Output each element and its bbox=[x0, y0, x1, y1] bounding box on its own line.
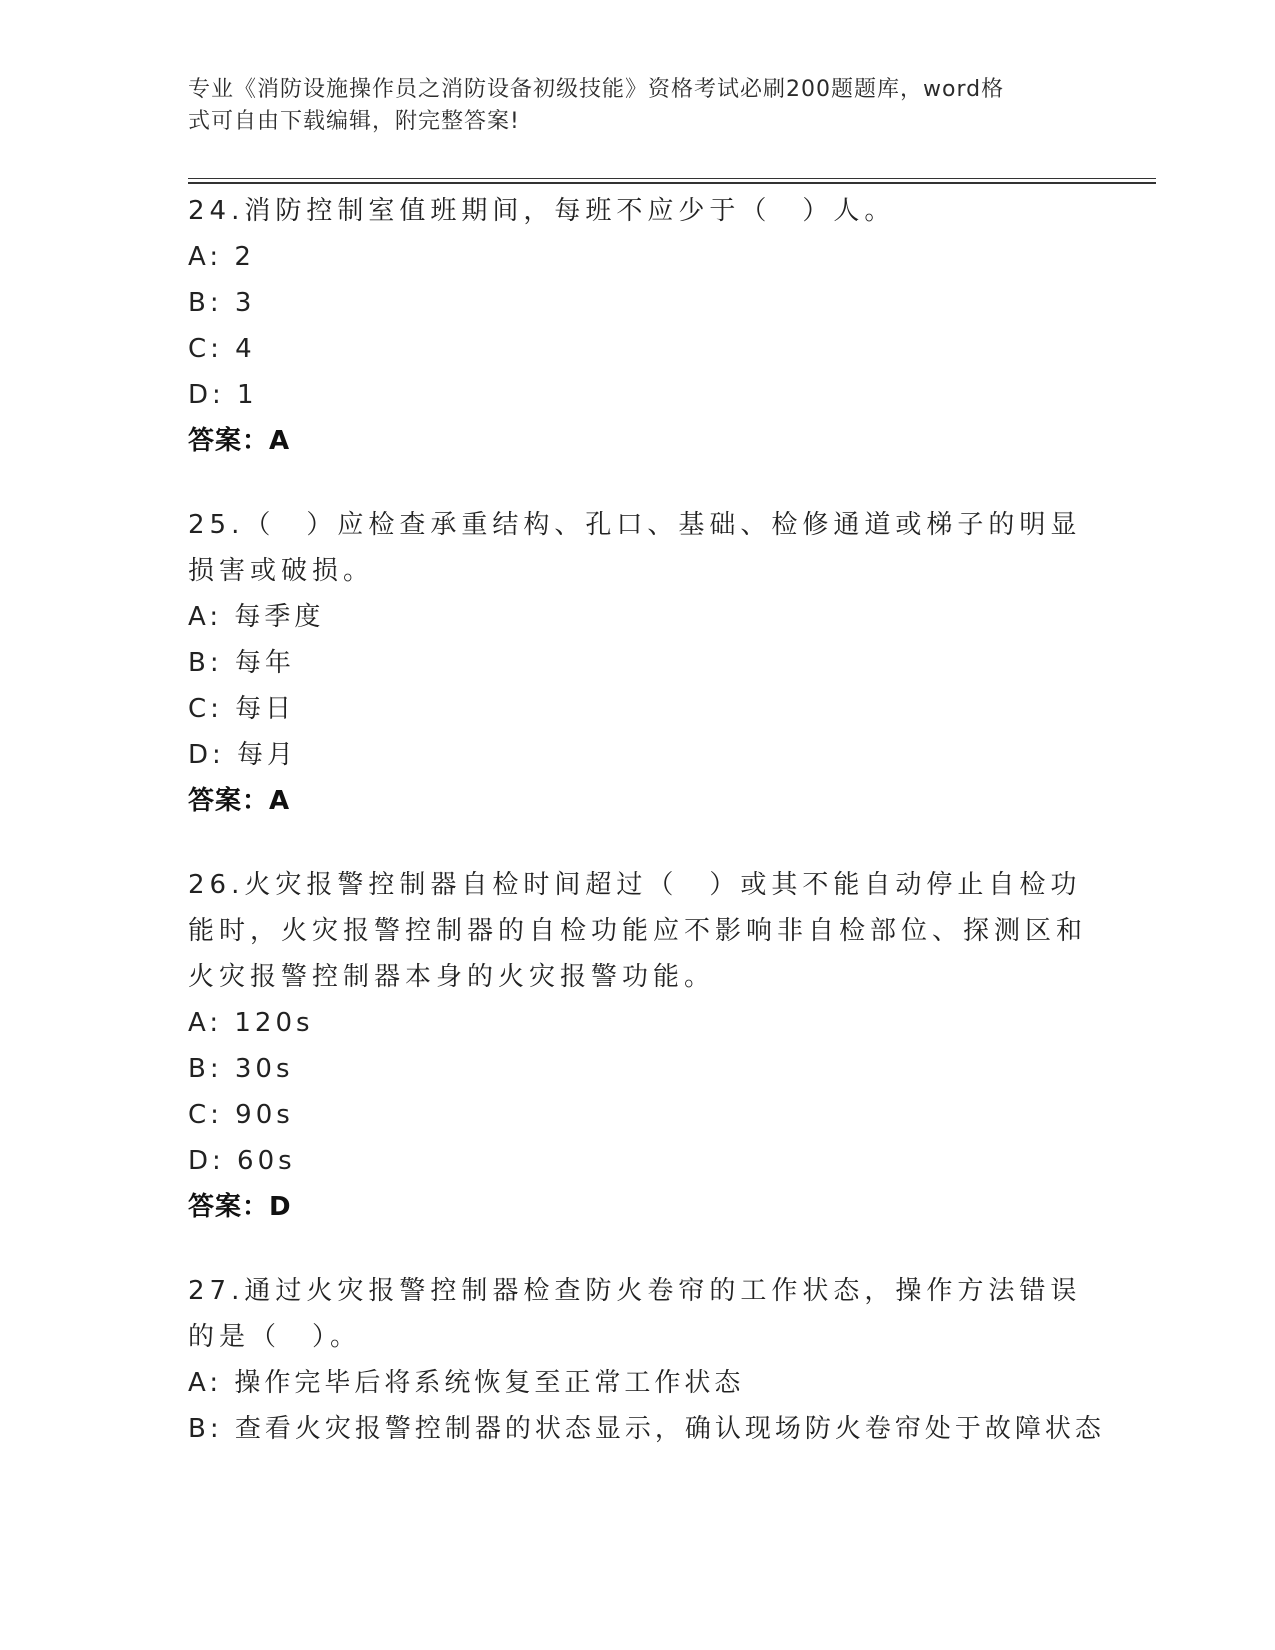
question-text: 27.通过火灾报警控制器检查防火卷帘的工作状态，操作方法错误的是（ ）。 bbox=[188, 1276, 1082, 1352]
option-d: D: 60s bbox=[188, 1146, 296, 1176]
question-27 bbox=[188, 1268, 1105, 1452]
question-text: 24.消防控制室值班期间，每班不应少于（ ）人。 bbox=[188, 196, 896, 226]
option-a: A: 操作完毕后将系统恢复至正常工作状态 bbox=[188, 1368, 745, 1398]
question-26 bbox=[188, 862, 1088, 1230]
question-list bbox=[188, 188, 1105, 1490]
question-25 bbox=[188, 502, 1088, 824]
option-b: B: 30s bbox=[188, 1054, 294, 1084]
answer-label: 答案：A bbox=[188, 426, 291, 456]
option-a: A: 120s bbox=[188, 1008, 314, 1038]
header-line-2: 式可自由下载编辑，附完整答案! bbox=[188, 109, 520, 134]
question-text: 26.火灾报警控制器自检时间超过（ ）或其不能自动停止自检功能时，火灾报警控制器的自检功能应不影响非自检部位、探测区和火灾报警控制器本身的火灾报警功能。 bbox=[188, 870, 1088, 992]
question-text: 25.（ ）应检查承重结构、孔口、基础、检修通道或梯子的明显损害或破损。 bbox=[188, 510, 1082, 586]
option-c: C: 90s bbox=[188, 1100, 294, 1130]
header-divider-thick bbox=[188, 182, 1156, 184]
option-c: C: 4 bbox=[188, 334, 256, 364]
option-a: A: 2 bbox=[188, 242, 255, 272]
option-b: B: 3 bbox=[188, 288, 256, 318]
answer-label: 答案：D bbox=[188, 1192, 292, 1222]
option-d: D: 每月 bbox=[188, 740, 298, 770]
header-line-1: 专业《消防设施操作员之消防设备初级技能》资格考试必刷200题题库，word格 bbox=[188, 77, 1005, 102]
question-24 bbox=[188, 188, 1088, 464]
option-d: D: 1 bbox=[188, 380, 258, 410]
option-b: B: 查看火灾报警控制器的状态显示，确认现场防火卷帘处于故障状态 bbox=[188, 1414, 1105, 1444]
header-divider-thin bbox=[188, 178, 1156, 179]
option-c: C: 每日 bbox=[188, 694, 296, 724]
option-b: B: 每年 bbox=[188, 648, 295, 678]
document-header bbox=[188, 74, 1068, 138]
answer-label: 答案：A bbox=[188, 786, 291, 816]
option-a: A: 每季度 bbox=[188, 602, 325, 632]
